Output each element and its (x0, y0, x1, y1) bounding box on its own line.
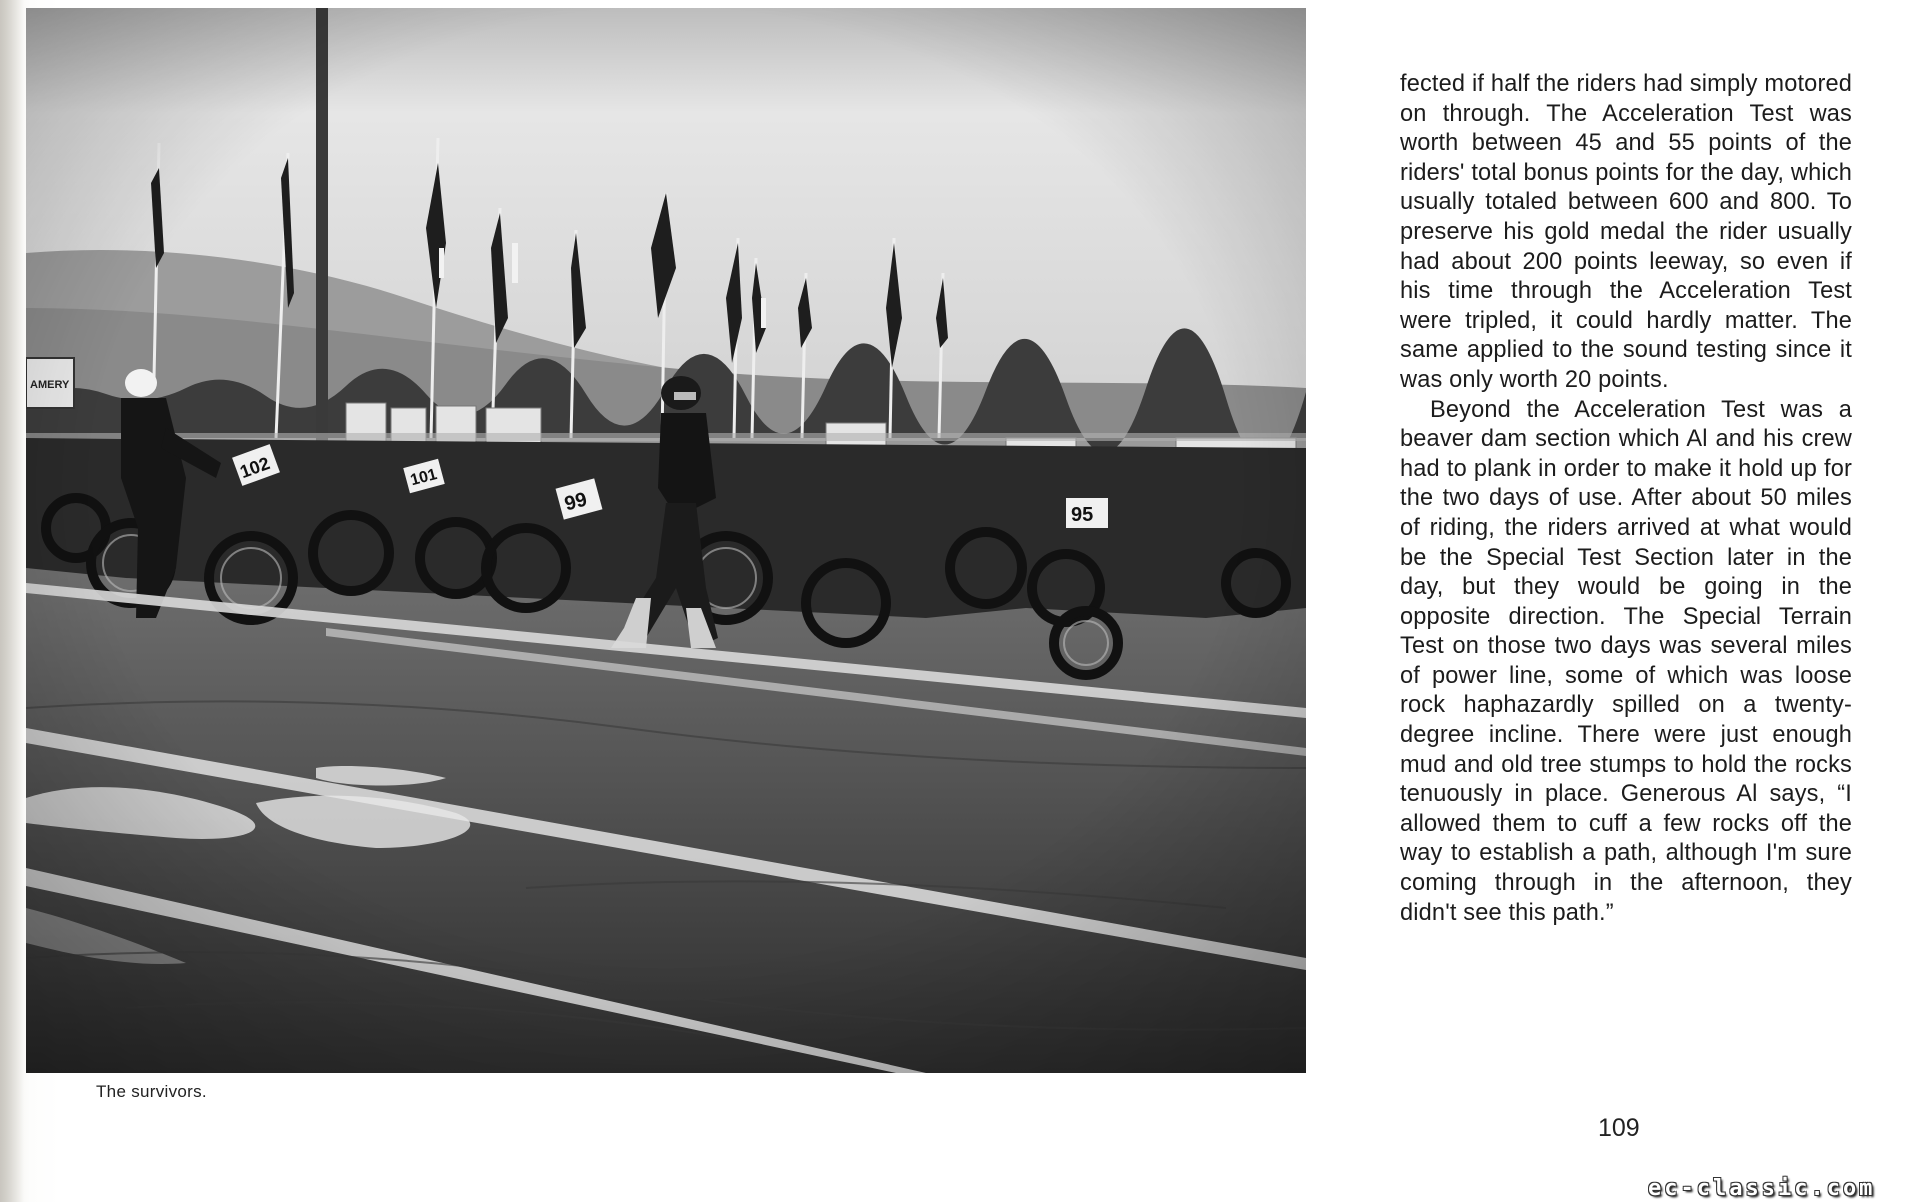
body-text-column (1400, 70, 1852, 928)
body-paragraph-1: fected if half the riders had simply motored on through. The Acceleration Test was worth between 45 and 55 points of the riders' total bonus points for the day, which usually totaled between 600 and 800. To preserve his gold medal the rider usually had about 200 points leeway, so even if his time through the Acceleration Test were tripled, it could hardly matter. The same applied to the sound testing since it was only worth 20 points. (1400, 71, 1852, 393)
photo-survivors (26, 8, 1306, 1073)
spine-shadow (0, 0, 24, 1202)
body-paragraph-2: Beyond the Acceleration Test was a beaver dam section which Al and his crew had to plank in order to make it hold up for the two days of use. After about 50 miles of riding, the riders arrived at what would be the Special Test Section later in the day, but they would be going in the opposite direction. The Special Terrain Test on those two days was several miles of power line, some of which was loose rock haphazardly spilled on a twenty-degree incline. There were just enough mud and old tree stumps to hold the rocks tenuously in place. Generous Al says, “I allowed them to cuff a few rocks off the way to establish a path, although I'm sure coming through in the afternoon, they didn't see this path.” (1400, 396, 1852, 926)
watermark: ec-classic.com (1648, 1176, 1876, 1201)
page-number: 109 (1598, 1114, 1640, 1142)
photo-caption: The survivors. (96, 1082, 207, 1101)
